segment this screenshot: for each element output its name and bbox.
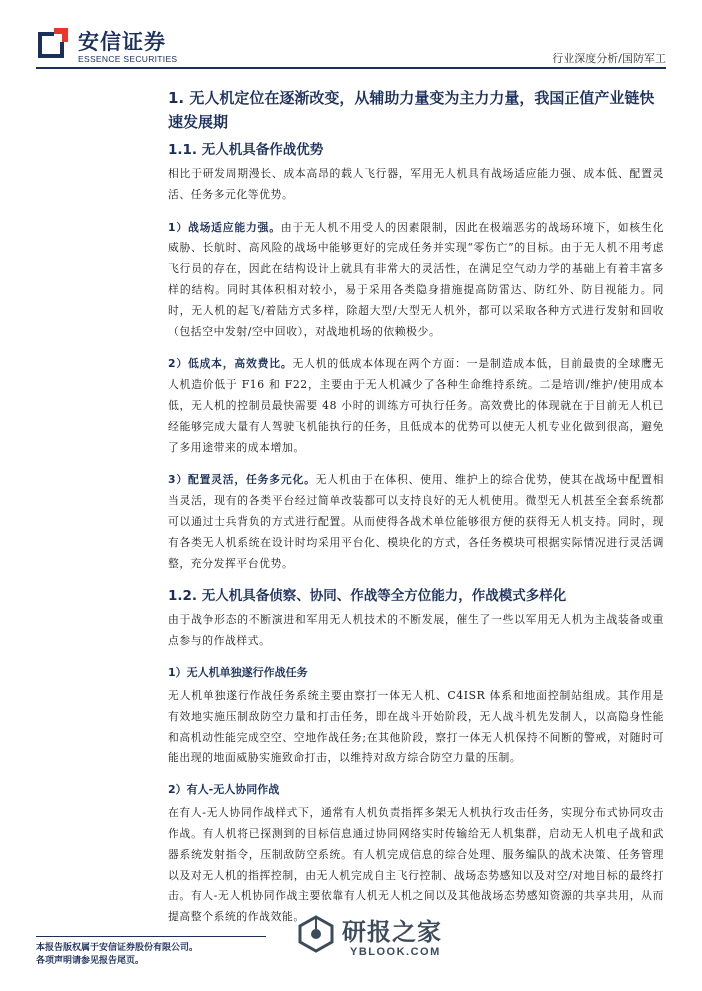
advantage-lead-1: 1）战场适应能力强。 (168, 220, 281, 234)
advantage-text-1: 由于无人机不用受人的因素限制，因此在极端恶劣的战场环境下，如核生化威胁、长航时、高风险的战场中能够更好的完成任务并实现“零伤亡”的目标。由于无人机不用考虑飞行员的存在，因此在结构设计上就具有非常大的灵活性，在满足空气动力学的基础上有着丰富多样的结构。同时其体积相对较小，易于采用各类隐身措施提高防雷达、防红外、防目视能力。同时，无人机的起飞/着陆方式多样，除超大型/大型无人机外，都可以采取各种方式进行发射和回收（包括空中发射/空中回收），对战地机场的依赖极少。 (168, 220, 665, 338)
report-category: 行业深度分析/国防军工 (552, 52, 666, 65)
footer-disclaimer (36, 942, 198, 968)
advantage-paragraph-3 (168, 470, 664, 574)
advantage-lead-3: 3）配置灵活，任务多元化。 (168, 473, 316, 487)
advantage-lead-2: 2）低成本，高效费比。 (168, 357, 293, 371)
advantage-paragraph-2 (168, 354, 664, 458)
watermark (296, 910, 466, 966)
advantage-text-2: 无人机的低成本体现在两个方面：一是制造成本低，目前最贵的全球鹰无人机造价低于 F16 和 F22，主要由于无人机减少了各种生命维持系统。二是培训/维护/使用成本低，无人机的控制员最快需要 48 小时的训练方可执行任务。高效费比的体现就在于目前无人机已经能够完成大量有人驾驶飞机能执行的任务，且低成本的优势可以使无人机专业化做到很高，避免了多用途带来的成本增加。 (168, 357, 664, 454)
company-logo (38, 24, 188, 68)
report-body (168, 86, 664, 940)
advantage-paragraph-1 (168, 218, 664, 343)
yblook-logo-icon (296, 914, 336, 954)
essence-logo-icon (38, 26, 72, 62)
footer-line-1: 本报告版权属于安信证券股份有限公司。 (36, 943, 199, 953)
subsection-2-heading: 2）有人-无人协同作战 (168, 783, 280, 797)
section-1-2-intro: 由于战争形态的不断演进和军用无人机技术的不断发展，催生了一些以军用无人机为主战装备或重点参与的作战样式。 (168, 613, 664, 648)
subsection-2-text: 在有人-无人协同作战样式下，通常有人机负责指挥多架无人机执行攻击任务，实现分布式协同攻击作战。有人机将已探测到的目标信息通过协同网络实时传输给无人机集群，启动无人机电子战和武器系统发射指令，压制敌防空系统。有人机完成信息的综合处理、服务编队的战术决策、任务管理以及对无人机的指挥控制，由无人机完成自主飞行控制、战场态势感知以及对空/对地目标的最终打击。有人-无人机协同作战主要依靠有人机无人机之间以及其他战场态势感知资源的共享共用，从而提高整个系统的作战效能。 (168, 806, 664, 924)
footer-divider (36, 936, 266, 937)
section-1-2-heading: 1.2. 无人机具备侦察、协同、作战等全方位能力，作战模式多样化 (168, 588, 567, 605)
logo-text-cn: 安信证券 (78, 30, 166, 54)
section-1-1-intro: 相比于研发周期漫长、成本高昂的载人飞行器，军用无人机具有战场适应能力强、成本低、配置灵活、任务多元化等优势。 (168, 167, 664, 201)
watermark-text-en: YBLOOK.COM (350, 946, 441, 958)
advantage-text-3: 无人机由于在体积、使用、维护上的综合优势，使其在战场中配置相当灵活，现有的各类平台经过简单改装都可以支持良好的无人机使用。微型无人机甚至全套系统都可以通过士兵背负的方式进行配置。从而使得各战术单位能够很方便的获得无人机支持。同时，现有各类无人机系统在设计时均采用平台化、模块化的方式，各任务模块可根据实际情况进行灵活调整，充分发挥平台优势。 (168, 473, 665, 570)
header-divider (36, 67, 666, 69)
subsection-1-text: 无人机单独遂行作战任务系统主要由察打一体无人机、C4ISR 体系和地面控制站组成。其作用是有效地实施压制敌防空力量和打击任务，即在战斗开始阶段，无人战斗机先发制人，以高隐身性能和高机动性能完成空空、空地作战任务;在其他阶段，察打一体无人机保持不间断的警戒，对随时可能出现的地面威胁实施致命打击，以维持对敌方综合防空力量的压制。 (168, 688, 664, 765)
subsection-1-heading: 1）无人机单独遂行作战任务 (168, 665, 308, 679)
section-1-heading: 1. 无人机定位在逐渐改变，从辅助力量变为主力力量，我国正值产业链快速发展期 (168, 89, 655, 131)
section-1-1-heading: 1.1. 无人机具备作战优势 (168, 142, 324, 158)
footer-line-2: 各项声明请参见报告尾页。 (36, 956, 145, 966)
logo-text-en: ESSENCE SECURITIES (78, 54, 178, 64)
watermark-text-cn: 研报之家 (342, 918, 442, 946)
